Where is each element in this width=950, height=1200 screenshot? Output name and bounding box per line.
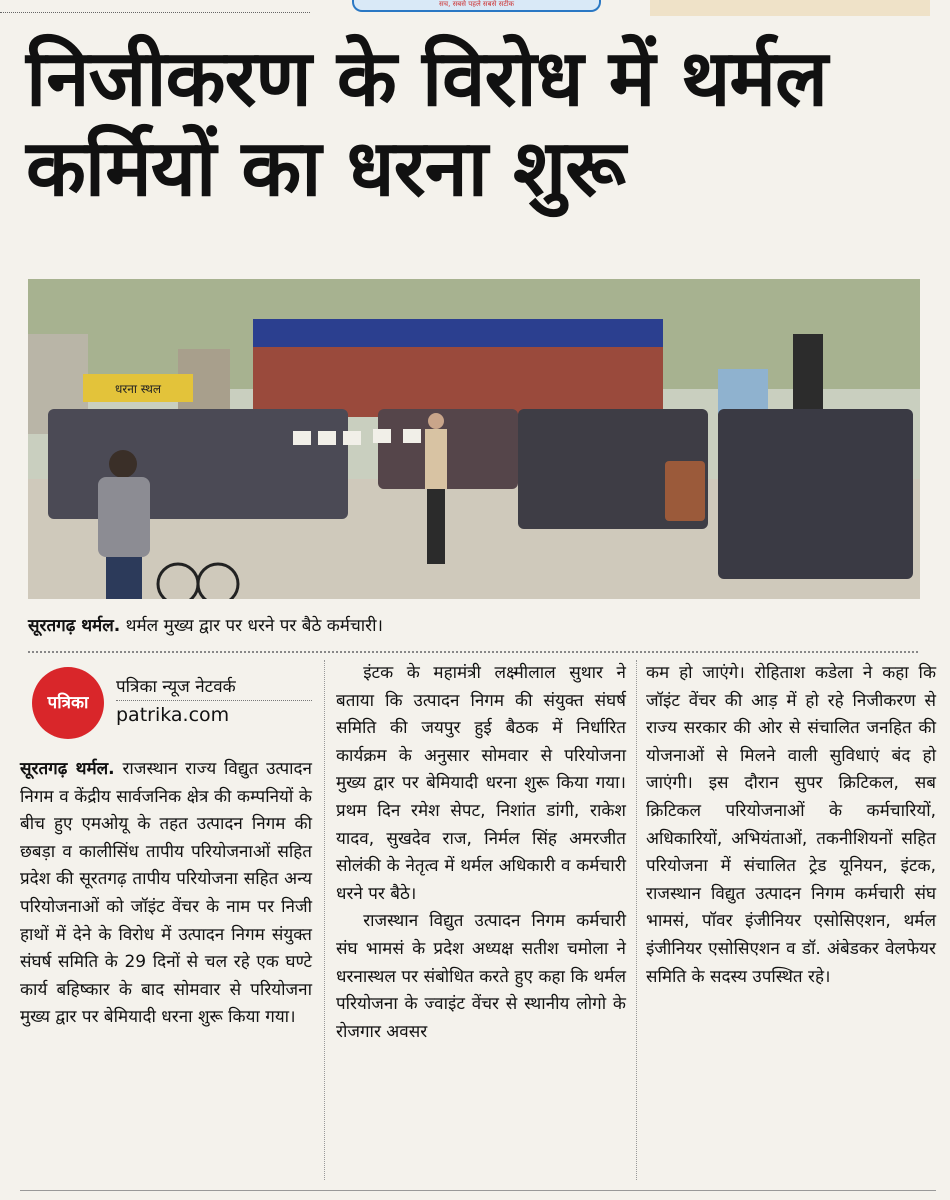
byline	[20, 660, 312, 756]
news-photo	[28, 279, 920, 599]
article-dateline: सूरतगढ़ थर्मल.	[20, 759, 115, 779]
article-column-1	[20, 660, 312, 1032]
top-strip	[0, 0, 950, 22]
photo-banner-text: धरना स्थल	[114, 382, 162, 396]
article-lead-text: राजस्थान राज्य विद्युत उत्पादन निगम व केंद्रीय सार्वजनिक क्षेत्र की कम्पनियों के बीच हुए एमओयू के तहत उत्पादन निगम की छबड़ा व कालीसिंध तापीय परियोजनाओं सहित प्रदेश की सूरतगढ़ तापीय परियोजना सहित अन्य परियोजनाओं को जॉइंट वेंचर के नाम पर निजी हाथों में देने के विरोध में उत्पादन निगम संयुक्त संघर्ष समिति के 29 दिनों से चल रहे एक घण्टे कार्य बहिष्कार के बाद सोमवार से परियोजना मुख्य द्वार पर बेमियादी धरना शुरू किया गया।	[20, 759, 312, 1028]
caption-location: सूरतगढ़ थर्मल.	[28, 616, 121, 636]
patrika-logo: पत्रिका	[32, 667, 104, 739]
column-divider-1	[324, 660, 325, 1180]
top-ad-box	[650, 0, 930, 16]
drum	[665, 461, 705, 521]
article-paragraph-2: इंटक के महामंत्री लक्ष्मीलाल सुथार ने बताया कि उत्पादन निगम की संयुक्त संघर्ष समिति की जयपुर हुई बैठक में निर्धारित कार्यक्रम के अनुसार सोमवार से परियोजना मुख्य द्वार पर बेमियादी धरना शुरू किया गया। प्रथम दिन रमेश सेपट, निशांत डांगी, राकेश यादव, सुखदेव राज, निर्मल सिंह अमरजीत सोलंकी के नेतृत्व में थर्मल अधिकारी व कर्मचारी धरने पर बैठे।	[336, 663, 626, 904]
caption-text: थर्मल मुख्य द्वार पर धरने पर बैठे कर्मचारी।	[125, 616, 383, 636]
tent-roof	[253, 319, 663, 347]
byline-network: पत्रिका न्यूज नेटवर्क	[116, 677, 236, 697]
article-column-3	[646, 660, 936, 991]
bottom-rule	[20, 1190, 936, 1191]
headline: निजीकरण के विरोध में थर्मल कर्मियों का धरना शुरू	[26, 34, 827, 214]
column-divider-2	[636, 660, 637, 1180]
masthead-logo	[352, 0, 601, 12]
article-column-2	[336, 660, 626, 1046]
caption-separator	[28, 651, 918, 653]
top-dotted-rule	[0, 12, 310, 14]
article-paragraph-3: राजस्थान विद्युत उत्पादन निगम कर्मचारी संघ भामसं के प्रदेश अध्यक्ष सतीश चमोला ने धरनास्थल पर संबोधित करते हुए कहा कि थर्मल परियोजना के ज्वाइंट वेंचर से स्थानीय लोगो के रोजगार अवसर	[336, 911, 626, 1042]
byline-website: patrika.com	[116, 704, 230, 726]
tent-back	[253, 347, 663, 417]
byline-rule	[116, 700, 312, 701]
photo-caption	[28, 606, 918, 646]
article-paragraph-4: कम हो जाएंगे। रोहिताश कडेला ने कहा कि जॉइंट वेंचर की आड़ में हो रहे निजीकरण से राज्य सरकार की ओर से संचालित जनहित की योजनाओं से मिलने वाली सुविधाएं बंद हो जाएंगी। इस दौरान सुपर क्रिटिकल, सब क्रिटिकल परियोजनाओं के कर्मचारियों, अधिकारियों, अभियंताओं, तकनीशियनों सहित परियोजना में संचालित ट्रेड यूनियन, इंटक, राजस्थान विद्युत उत्पादन निगम कर्मचारी संघ भामसं, पॉवर इंजीनियर एसोसिएशन, थर्मल इंजीनियर एसोसिएशन व डॉ. अंबेडकर वेलफेयर समिति के सदस्य उपस्थित रहे।	[646, 663, 936, 987]
speaker	[425, 413, 447, 564]
masthead-tagline: सच, सबसे पहले सबसे सटीक	[438, 0, 515, 8]
article-lead-paragraph	[20, 756, 312, 1032]
